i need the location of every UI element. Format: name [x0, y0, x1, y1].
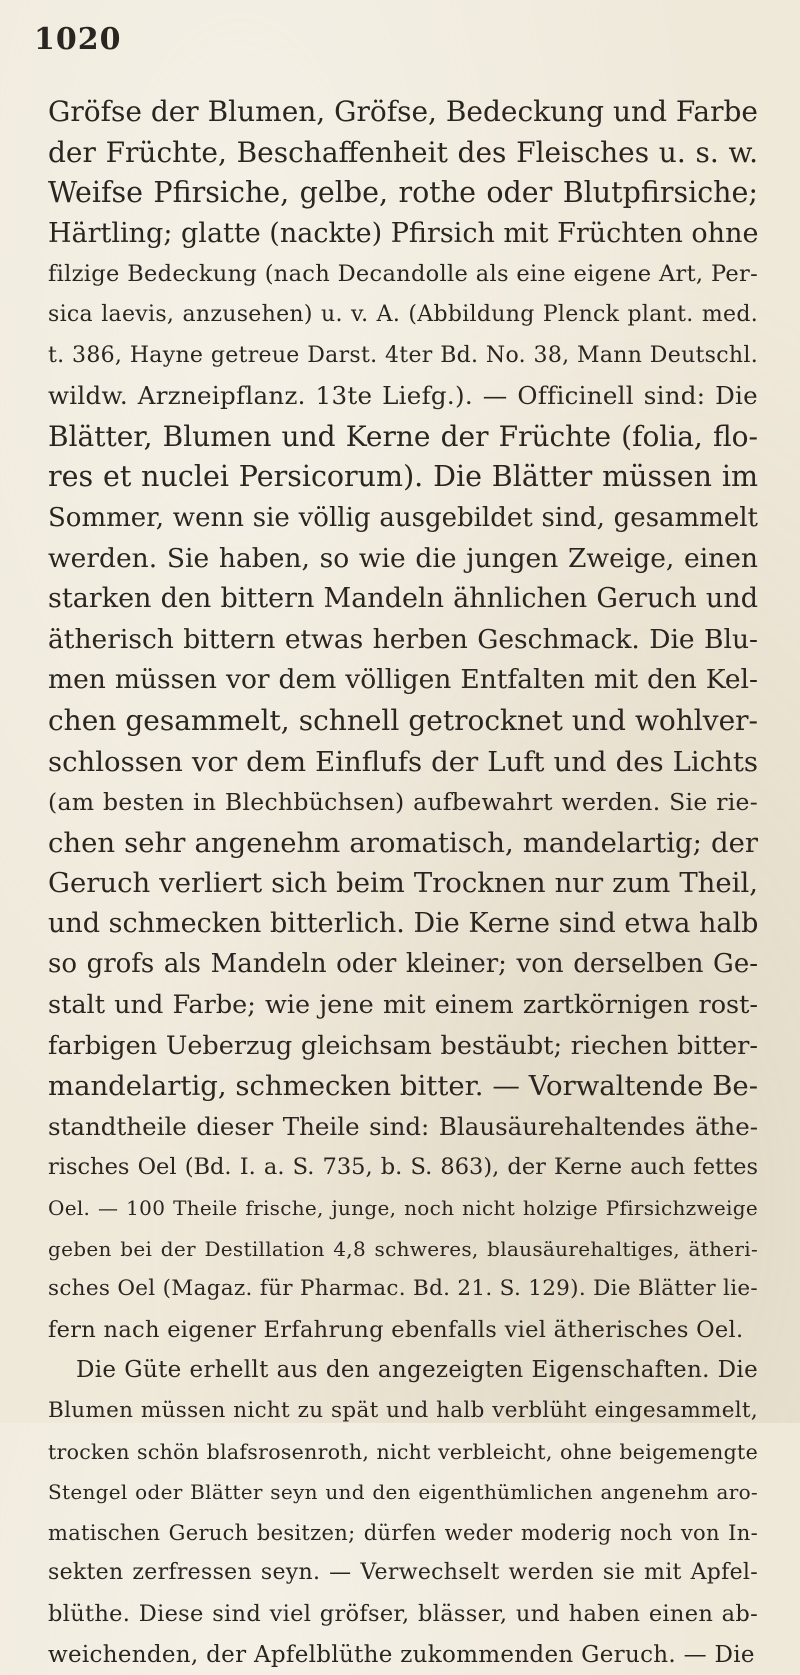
text-line: Gröfse der Blumen, Gröfse, Bedeckung und Farbe — [48, 95, 758, 128]
text-line: res et nuclei Persicorum). Die Blätter müssen im — [48, 460, 758, 494]
page-number: 1020 — [34, 22, 122, 57]
text-line: wildw. Arzneipflanz. 13te Liefg.). — Officinell sind: Die — [48, 381, 758, 411]
text-line: sches Oel (Magaz. für Pharmac. Bd. 21. S. 129). Die Blätter lie- — [48, 1276, 758, 1302]
text-line: Blumen müssen nicht zu spät und halb verblüht eingesammelt, — [48, 1398, 758, 1423]
text-line: Geruch verliert sich beim Trocknen nur zum Theil, — [48, 867, 758, 900]
text-line: so grofs als Mandeln oder kleiner; von derselben Ge- — [48, 949, 758, 980]
text-line: geben bei der Destillation 4,8 schweres, blausäurehaltiges, ätheri- — [48, 1236, 758, 1261]
text-line: weichenden, der Apfelblüthe zukommenden Geruch. — Die — [48, 1641, 755, 1668]
text-line: farbigen Ueberzug gleichsam bestäubt; riechen bitter- — [48, 1030, 758, 1061]
text-line: risches Oel (Bd. I. a. S. 735, b. S. 863), der Kerne auch fettes — [48, 1154, 758, 1181]
text-line: sekten zerfressen seyn. — Verwechselt werden sie mit Apfel- — [48, 1560, 758, 1586]
text-line: Stengel oder Blätter seyn und den eigenthümlichen angenehm aro- — [48, 1480, 758, 1505]
text-line: (am besten in Blechbüchsen) aufbewahrt werden. Sie rie- — [48, 788, 758, 817]
text-line: Oel. — 100 Theile frische, junge, noch nicht holzige Pfirsichzweige — [48, 1196, 758, 1221]
text-line: blüthe. Diese sind viel gröfser, blässer, und haben einen ab- — [48, 1600, 758, 1627]
text-line: mandelartig, schmecken bitter. — Vorwaltende Be- — [48, 1070, 758, 1103]
text-line: starken den bittern Mandeln ähnlichen Geruch und — [48, 583, 758, 615]
text-line: chen sehr angenehm aromatisch, mandelartig; der — [48, 826, 758, 859]
text-line: Blätter, Blumen und Kerne der Früchte (folia, flo- — [48, 419, 758, 453]
text-line: trocken schön blafsrosenroth, nicht verbleicht, ohne beigemengte — [48, 1439, 758, 1464]
text-line: t. 386, Hayne getreue Darst. 4ter Bd. No. 38, Mann Deutschl. — [48, 342, 758, 368]
text-line: matischen Geruch besitzen; dürfen weder moderig noch von In- — [48, 1520, 758, 1545]
text-line: Sommer, wenn sie völlig ausgebildet sind, gesammelt — [48, 502, 758, 533]
text-line: der Früchte, Beschaffenheit des Fleisches u. s. w. — [48, 135, 758, 169]
text-line: ätherisch bittern etwas herben Geschmack. Die Blu- — [48, 623, 758, 655]
text-line: werden. Sie haben, so wie die jungen Zweige, einen — [48, 542, 758, 574]
text-line: Weifse Pfirsiche, gelbe, rothe oder Blutpfirsiche; — [48, 176, 758, 210]
text-line: fern nach eigener Erfahrung ebenfalls viel ätherisches Oel. — [48, 1316, 744, 1343]
text-line: standtheile dieser Theile sind: Blausäurehaltendes äthe- — [48, 1111, 758, 1141]
text-line: stalt und Farbe; wie jene mit einem zartkörnigen rost- — [48, 990, 758, 1021]
text-line: filzige Bedeckung (nach Decandolle als eine eigene Art, Per- — [48, 261, 758, 288]
body-text — [48, 92, 758, 1675]
text-line: sica laevis, anzusehen) u. v. A. (Abbildung Plenck plant. med. — [48, 301, 758, 327]
text-line: Härtling; glatte (nackte) Pfirsich mit Früchten ohne — [48, 217, 758, 249]
text-line: men müssen vor dem völligen Entfalten mit den Kel- — [48, 664, 758, 696]
text-line: chen gesammelt, schnell getrocknet und wohlver- — [48, 703, 758, 737]
text-line: und schmecken bitterlich. Die Kerne sind etwa halb — [48, 907, 758, 939]
text-line: Die Güte erhellt aus den angezeigten Eigenschaften. Die — [76, 1357, 758, 1384]
text-line: schlossen vor dem Einflufs der Luft und des Lichts — [48, 745, 758, 778]
